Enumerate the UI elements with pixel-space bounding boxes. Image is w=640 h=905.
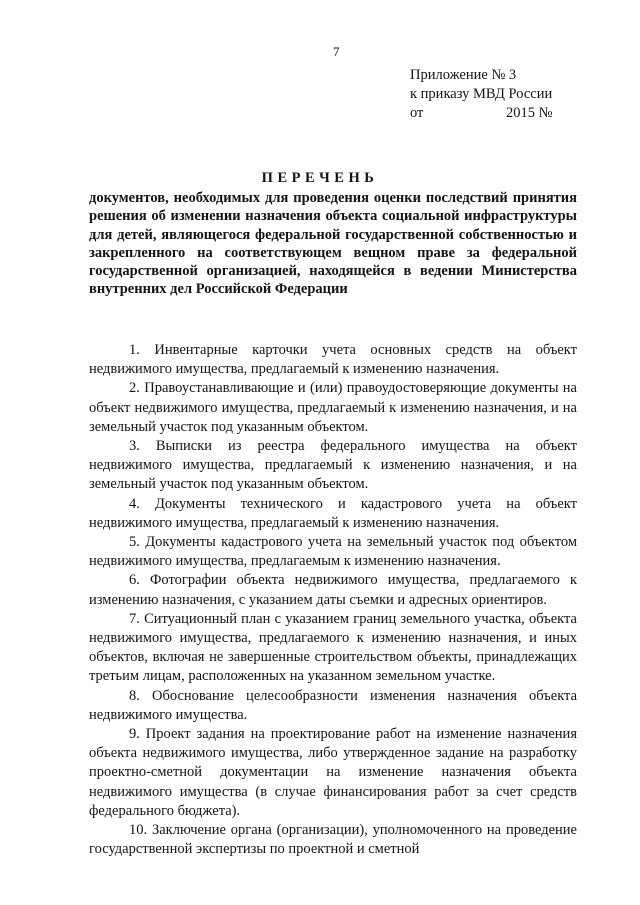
list-item: 7. Ситуационный план с указанием границ земельного участка, объекта недвижимого имущества, предлагаемого к изменению назначения, и иных объектов, включая не завершенные строительством объекты, принадлежащих третьим лицам, расположенных на указанном земельном участке. <box>89 610 577 685</box>
appendix-block <box>410 66 552 123</box>
list-item: 6. Фотографии объекта недвижимого имущества, предлагаемого к изменению назначения, с указанием даты съемки и адресных ориентиров. <box>89 572 577 608</box>
list-item: 5. Документы кадастрового учета на земельный участок под объектом недвижимого имущества, предлагаемым к изменению назначения. <box>89 534 577 570</box>
document-subtitle: документов, необходимых для проведения оценки последствий принятия решения об изменении назначения объекта социальной инфраструктуры для детей, являющегося федеральной государственной собственностью и закрепленного на соответствующем вещном праве за федеральной государственной организацией, находящейся в ведении Министерства внутренних дел Российской Федерации <box>89 190 577 298</box>
list-item: 3. Выписки из реестра федерального имущества на объект недвижимого имущества, предлагаемый к изменению назначения, и на земельный участок под указанным объектом. <box>89 438 577 493</box>
list-item: 10. Заключение органа (организации), уполномоченного на проведение государственной экспертизы по проектной и сметной <box>89 822 577 858</box>
document-title: ПЕРЕЧЕНЬ <box>261 170 379 186</box>
list-item: 2. Правоустанавливающие и (или) правоудостоверяющие документы на объект недвижимого имущества, предлагаемый к изменению назначения, и на земельный участок под указанным объектом. <box>89 380 577 435</box>
list-item: 8. Обоснование целесообразности изменения назначения объекта недвижимого имущества. <box>89 687 577 723</box>
items-list <box>89 341 577 859</box>
page-number: 7 <box>333 44 340 59</box>
appendix-from-label: от <box>410 105 424 121</box>
list-item: 9. Проект задания на проектирование работ на изменение назначения объекта недвижимого имущества, либо утвержденное задание на разработку проектно-сметной документации на изменение назначения объекта недвижимого имущества (в случае финансирования работ за счет средств федерального бюджета). <box>89 726 577 819</box>
appendix-order-ref: к приказу МВД России <box>410 86 553 102</box>
list-item: 4. Документы технического и кадастрового учета на объект недвижимого имущества, предлагаемый к изменению назначения. <box>89 495 577 531</box>
appendix-date-line <box>410 104 552 123</box>
appendix-year-number: 2015 № <box>506 105 553 121</box>
list-item: 1. Инвентарные карточки учета основных средств на объект недвижимого имущества, предлагаемый к изменению назначения. <box>89 342 577 378</box>
appendix-title: Приложение № 3 <box>410 67 517 83</box>
